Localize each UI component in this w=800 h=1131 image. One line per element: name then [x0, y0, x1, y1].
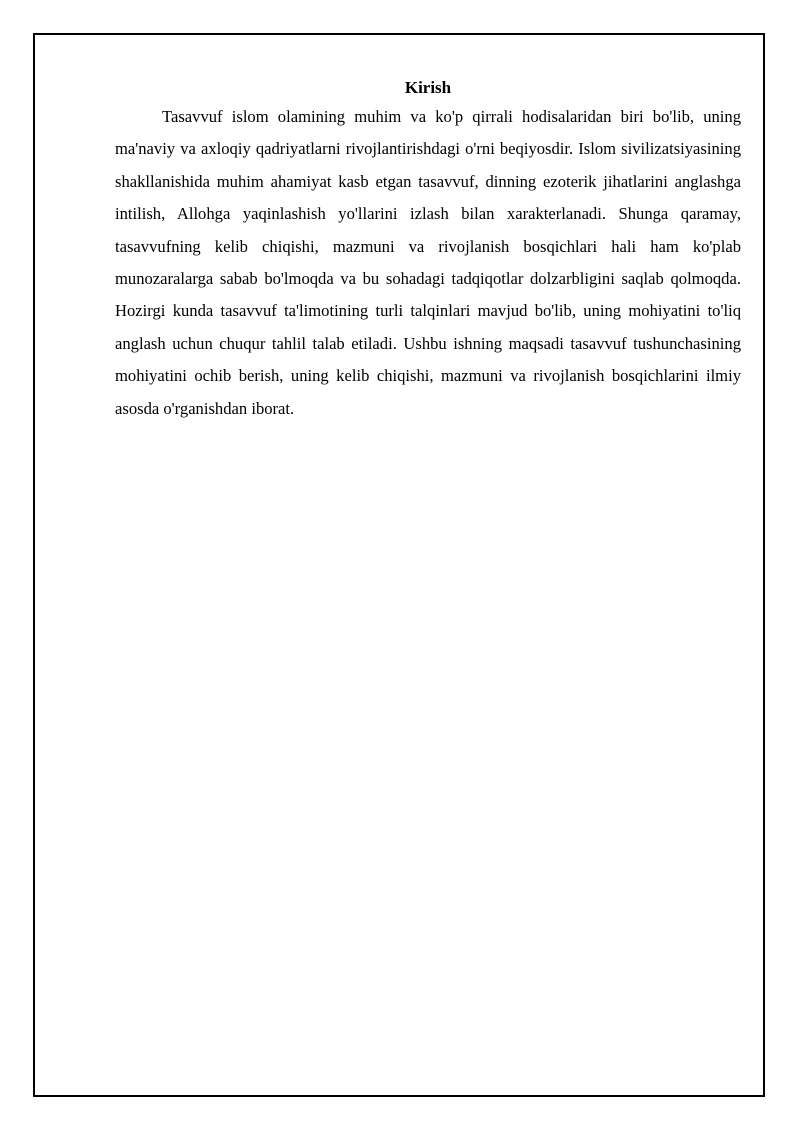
intro-paragraph: Tasavvuf islom olamining muhim va ko'p qirrali hodisalaridan biri bo'lib, uning ma'naviy va axloqiy qadriyatlarni rivojlantirishdagi o'rni beqiyosdir. Islom sivilizatsiyasining shakllanishida muhim ahamiyat kasb etgan tasavvuf, dinning ezoterik jihatlarini anglashga intilish, Allohga yaqinlashish yo'llarini izlash bilan xarakterlanadi. Shunga qaramay, tasavvufning kelib chiqishi, mazmuni va rivojlanish bosqichlari hali ham ko'plab munozaralarga sabab bo'lmoqda va bu sohadagi tadqiqotlar dolzarbligini saqlab qolmoqda. Hozirgi kunda tasavvuf ta'limotining turli talqinlari mavjud bo'lib, uning mohiyatini to'liq anglash uchun chuqur tahlil talab etiladi. Ushbu ishning maqsadi tasavvuf tushunchasining mohiyatini ochib berish, uning kelib chiqishi, mazmuni va rivojlanish bosqichlarini ilmiy asosda o'rganishdan iborat. [115, 107, 741, 418]
document-body [115, 77, 741, 425]
section-heading: Kirish [404, 78, 452, 97]
